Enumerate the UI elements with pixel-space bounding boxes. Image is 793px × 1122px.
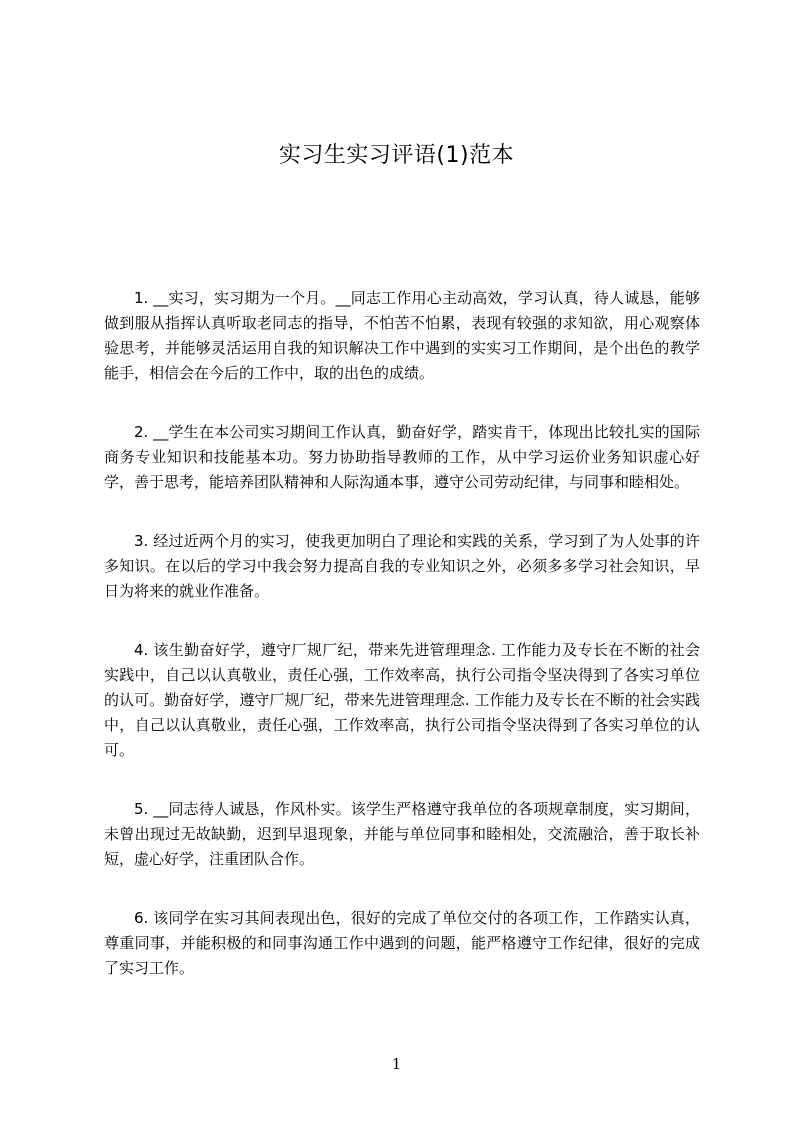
paragraph-1: 1. __实习，实习期为一个月。__同志工作用心主动高效，学习认真，待人诚恳，能够做到服从指挥认真听取老同志的指导，不怕苦不怕累，表现有较强的求知欲，用心观察体验思考，并能够灵活运用自我的知识解决工作中遇到的实实习工作期间，是个出色的教学能手，相信会在今后的工作中，取的出色的成绩。 [104,289,700,382]
paragraph-5: 5. __同志待人诚恳，作风朴实。该学生严格遵守我单位的各项规章制度，实习期间，未曾出现过无故缺勤，迟到早退现象，并能与单位同事和睦相处，交流融洽，善于取长补短，虚心好学，注重团队合作。 [104,800,700,868]
page-title: 实习生实习评语(1)范本 [278,143,515,168]
paragraph-2: 2. __学生在本公司实习期间工作认真，勤奋好学，踏实肯干，体现出比较扎实的国际商务专业知识和技能基本功。努力协助指导教师的工作，从中学习运价业务知识虚心好学，善于思考，能培养团队精神和人际沟通本事，遵守公司劳动纪律，与同事和睦相处。 [104,423,700,491]
paragraph-3: 3. 经过近两个月的实习，使我更加明白了理论和实践的关系，学习到了为人处事的许多知识。在以后的学习中我会努力提高自我的专业知识之外，必须多多学习社会知识，早日为将来的就业作准备。 [104,532,700,600]
paragraph-6: 6. 该同学在实习其间表现出色，很好的完成了单位交付的各项工作，工作踏实认真，尊重同事，并能积极的和同事沟通工作中遇到的问题，能严格遵守工作纪律，很好的完成了实习工作。 [104,909,700,977]
page-number: 1 [391,1055,402,1073]
paragraph-4: 4. 该生勤奋好学，遵守厂规厂纪，带来先进管理理念. 工作能力及专长在不断的社会实践中，自己以认真敬业，责任心强，工作效率高，执行公司指令坚决得到了各实习单位的认可。勤奋好学，遵守厂规厂纪，带来先进管理理念. 工作能力及专长在不断的社会实践中，自己以认真敬业，责任心强，工作效率高，执行公司指令坚决得到了各实习单位的认可。 [104,641,700,759]
document-body [104,286,700,1015]
